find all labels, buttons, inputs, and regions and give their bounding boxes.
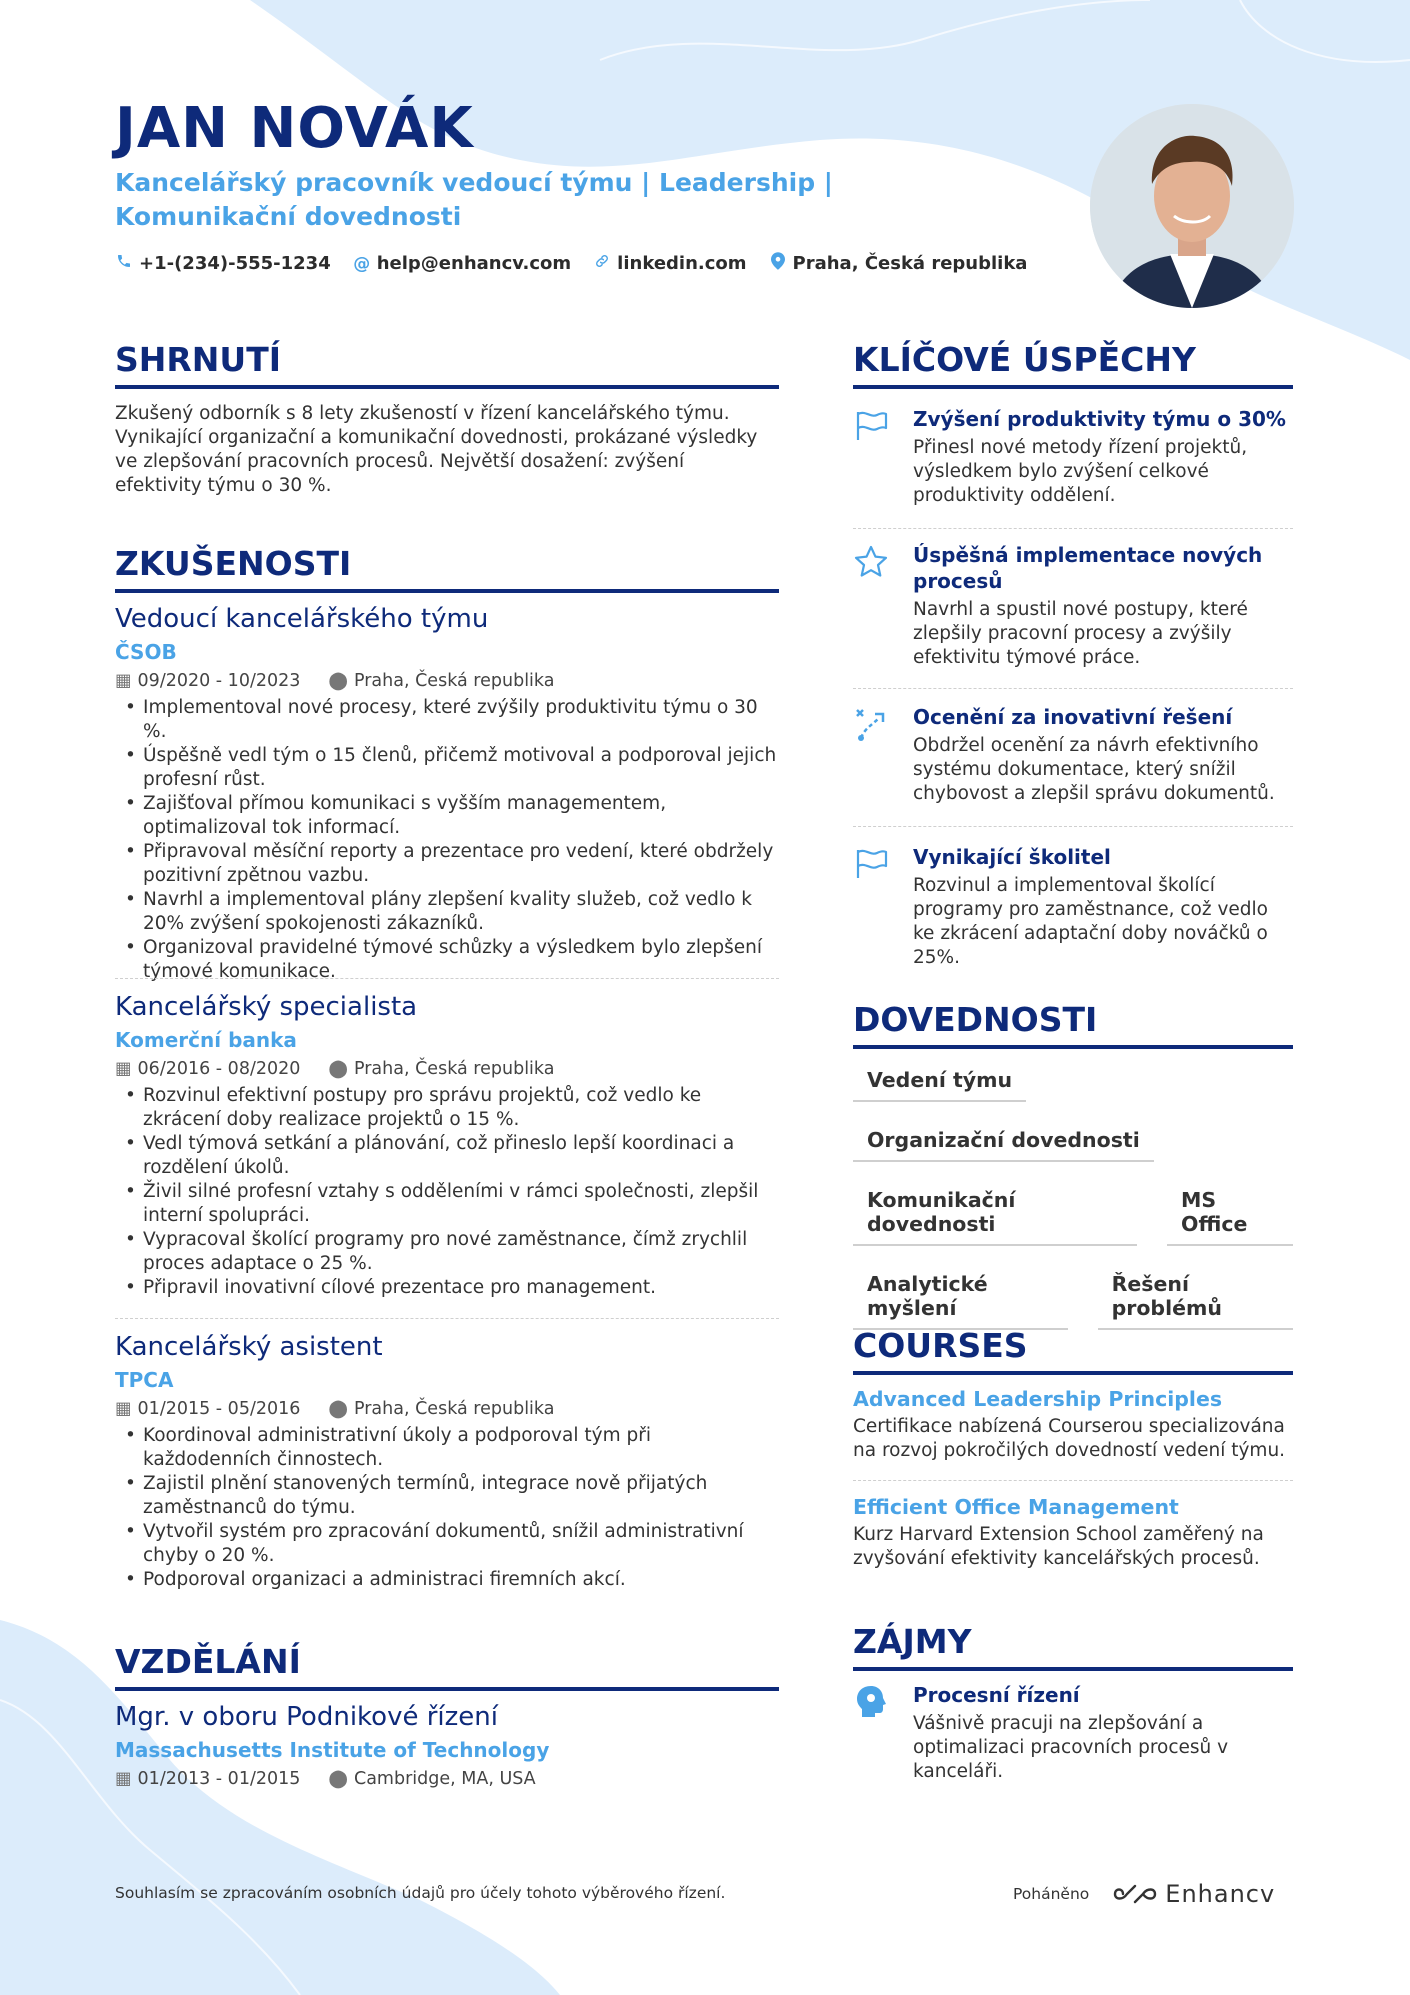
divider xyxy=(115,978,779,979)
school-name: Massachusetts Institute of Technology xyxy=(115,1738,550,1762)
bullet-item: • Koordinoval administrativní úkoly a podporoval tým při každodenních činnostech. xyxy=(115,1424,779,1472)
location-pin-icon: ⬤ xyxy=(328,1059,348,1079)
interest-item xyxy=(853,1682,1293,1784)
calendar-icon: ▦ xyxy=(115,671,132,691)
link-icon xyxy=(593,253,611,274)
achievement-desc: Rozvinul a implementoval školící programy pro zaměstnance, což vedlo ke zkrácení adaptační doby nováčků o 25%. xyxy=(913,875,1268,968)
skill-tag: Komunikační dovednosti xyxy=(853,1180,1137,1246)
divider xyxy=(853,688,1293,689)
experience-section-title: ZKUŠENOSTI xyxy=(115,544,779,593)
job-meta xyxy=(115,1397,779,1421)
bullet-item: • Zajistil plnění stanovených termínů, integrace nově přijatých zaměstnanců do týmu. xyxy=(115,1472,779,1520)
infinity-logo-icon xyxy=(1113,1882,1157,1906)
job-title: Vedoucí kancelářského týmu xyxy=(115,604,489,634)
achievement-item xyxy=(853,542,1293,670)
summary-text: Zkušený odborník s 8 lety zkušeností v řízení kancelářského týmu. Vynikající organizační a komunikační dovednosti, prokázané výsledky ve zlepšování pracovních procesů. Největší dosažení: zvýšení efektivity týmu o 30 %. xyxy=(115,403,758,496)
flag-icon xyxy=(853,846,889,882)
education-dates: 01/2013 - 01/2015 xyxy=(137,1769,301,1789)
interest-title: Procesní řízení xyxy=(913,1683,1080,1707)
brand-name: Enhancv xyxy=(1165,1880,1276,1908)
interests-section-title: ZÁJMY xyxy=(853,1622,1293,1671)
bullet-item: • Vypracoval školící programy pro nové zaměstnance, čímž zrychlil proces adaptace o 25 %. xyxy=(115,1228,779,1276)
contact-email[interactable] xyxy=(353,252,571,275)
calendar-icon: ▦ xyxy=(115,1769,132,1789)
bullet-item: • Organizoval pravidelné týmové schůzky a výsledkem bylo zlepšení týmové komunikace. xyxy=(115,936,779,984)
phone-text: +1-(234)-555-1234 xyxy=(139,253,331,274)
bullet-item: • Připravoval měsíční reporty a prezentace pro vedení, které obdržely pozitivní zpětnou vazbu. xyxy=(115,840,779,888)
divider xyxy=(853,826,1293,827)
company-name: Komerční banka xyxy=(115,1028,297,1052)
candidate-name: JAN NOVÁK xyxy=(115,96,474,161)
enhancv-logo[interactable] xyxy=(1113,1880,1275,1908)
contact-linkedin[interactable] xyxy=(593,252,746,275)
education-location: Cambridge, MA, USA xyxy=(353,1769,536,1789)
bullet-item: • Připravil inovativní cílové prezentace pro management. xyxy=(115,1276,779,1300)
course-item xyxy=(853,1385,1293,1463)
course-item xyxy=(853,1493,1293,1571)
achievement-title: Vynikající školitel xyxy=(913,845,1111,869)
divider xyxy=(853,1480,1293,1481)
linkedin-text: linkedin.com xyxy=(617,253,747,274)
bullet-item: • Živil silné profesní vztahy s odděleními v rámci společnosti, zlepšil interní spolupráci. xyxy=(115,1180,779,1228)
divider xyxy=(853,528,1293,529)
education-entry xyxy=(115,1700,779,1791)
degree: Mgr. v oboru Podnikové řízení xyxy=(115,1702,498,1732)
brain-head-icon xyxy=(853,1684,889,1720)
star-icon xyxy=(853,544,889,580)
job-bullets xyxy=(115,1084,779,1300)
bullet-item: • Úspěšně vedl tým o 15 členů, přičemž motivoval a podporoval jejich profesní růst. xyxy=(115,744,779,792)
location-text: Praha, Česká republika xyxy=(792,253,1028,274)
course-title: Efficient Office Management xyxy=(853,1495,1179,1519)
contact-location xyxy=(769,252,1028,275)
job-bullets xyxy=(115,696,779,984)
bullet-item: • Rozvinul efektivní postupy pro správu projektů, což vedlo ke zkrácení doby realizace projektů o 15 %. xyxy=(115,1084,779,1132)
skills-list xyxy=(853,1060,1293,1348)
achievement-item xyxy=(853,704,1293,806)
company-name: TPCA xyxy=(115,1368,174,1392)
bullet-item: • Zajišťoval přímou komunikaci s vyšším managementem, optimalizoval tok informací. xyxy=(115,792,779,840)
location-pin-icon: ⬤ xyxy=(328,671,348,691)
achievement-desc: Navrhl a spustil nové postupy, které zlepšily pracovní procesy a zvýšily efektivitu týmové práce. xyxy=(913,599,1248,668)
at-icon: @ xyxy=(353,253,371,274)
interest-desc: Vášnivě pracuji na zlepšování a optimalizaci pracovních procesů v kanceláři. xyxy=(913,1713,1229,1782)
bullet-item: • Navrhl a implementoval plány zlepšení kvality služeb, což vedlo k 20% zvýšení spokojenosti zákazníků. xyxy=(115,888,779,936)
achievement-title: Zvýšení produktivity týmu o 30% xyxy=(913,407,1286,431)
job-location: Praha, Česká republika xyxy=(353,671,555,691)
job-dates: 01/2015 - 05/2016 xyxy=(137,1399,301,1419)
flag-icon xyxy=(853,408,889,444)
job-title: Kancelářský specialista xyxy=(115,992,418,1022)
branding-footer xyxy=(1013,1880,1275,1908)
email-text: help@enhancv.com xyxy=(376,253,572,274)
job-title: Kancelářský asistent xyxy=(115,1332,383,1362)
divider xyxy=(115,1318,779,1319)
contact-bar xyxy=(115,252,1027,275)
location-pin-icon: ⬤ xyxy=(328,1399,348,1419)
job-meta xyxy=(115,669,779,693)
course-desc: Certifikace nabízená Courserou specializována na rozvoj pokročilých dovedností vedení týmu. xyxy=(853,1416,1286,1461)
company-name: ČSOB xyxy=(115,640,177,664)
powered-by-label: Poháněno xyxy=(1013,1885,1090,1903)
calendar-icon: ▦ xyxy=(115,1399,132,1419)
job-dates: 06/2016 - 08/2020 xyxy=(137,1059,301,1079)
education-section-title: VZDĚLÁNÍ xyxy=(115,1642,779,1691)
bullet-item: • Vedl týmová setkání a plánování, což přineslo lepší koordinaci a rozdělení úkolů. xyxy=(115,1132,779,1180)
skill-tag: Analytické myšlení xyxy=(853,1264,1068,1330)
achievement-title: Ocenění za inovativní řešení xyxy=(913,705,1233,729)
achievement-title: Úspěšná implementace nových procesů xyxy=(913,543,1263,593)
calendar-icon: ▦ xyxy=(115,1059,132,1079)
consent-footer: Souhlasím se zpracováním osobních údajů pro účely tohoto výběrového řízení. xyxy=(115,1884,726,1902)
job-dates: 09/2020 - 10/2023 xyxy=(137,671,301,691)
bullet-item: • Podporoval organizaci a administraci firemních akcí. xyxy=(115,1568,779,1592)
candidate-headline: Kancelářský pracovník vedoucí týmu | Leadership | Komunikační dovednosti xyxy=(115,168,833,231)
course-title: Advanced Leadership Principles xyxy=(853,1387,1223,1411)
job-bullets xyxy=(115,1424,779,1592)
achievement-item xyxy=(853,406,1293,508)
skill-tag: Organizační dovednosti xyxy=(853,1120,1154,1162)
profile-photo xyxy=(1090,104,1294,308)
contact-phone[interactable] xyxy=(115,252,331,275)
achievements-section-title: KLÍČOVÉ ÚSPĚCHY xyxy=(853,340,1293,389)
summary-section-title: SHRNUTÍ xyxy=(115,340,779,389)
bullet-item: • Vytvořil systém pro zpracování dokumentů, snížil administrativní chyby o 20 %. xyxy=(115,1520,779,1568)
skill-tag: Řešení problémů xyxy=(1098,1264,1293,1330)
job-meta xyxy=(115,1057,779,1081)
education-meta xyxy=(115,1767,779,1791)
achievement-item xyxy=(853,844,1293,970)
location-pin-icon: ⬤ xyxy=(328,1769,348,1789)
job-entry xyxy=(115,602,779,984)
achievement-desc: Přinesl nové metody řízení projektů, výsledkem bylo zvýšení celkové produktivity oddělení. xyxy=(913,437,1248,506)
job-entry xyxy=(115,990,779,1300)
strategy-icon xyxy=(853,706,889,742)
courses-section-title: COURSES xyxy=(853,1326,1293,1375)
location-pin-icon xyxy=(769,252,787,275)
bullet-item: • Implementoval nové procesy, které zvýšily produktivitu týmu o 30 %. xyxy=(115,696,779,744)
job-location: Praha, Česká republika xyxy=(353,1059,555,1079)
skills-section-title: DOVEDNOSTI xyxy=(853,1000,1293,1049)
course-desc: Kurz Harvard Extension School zaměřený na zvyšování efektivity kancelářských procesů. xyxy=(853,1524,1264,1569)
achievement-desc: Obdržel ocenění za návrh efektivního systému dokumentace, který snížil chybovost a zlepšil správu dokumentů. xyxy=(913,735,1275,804)
job-entry xyxy=(115,1330,779,1592)
skill-tag: MS Office xyxy=(1167,1180,1293,1246)
job-location: Praha, Česká republika xyxy=(353,1399,555,1419)
phone-icon xyxy=(115,253,133,274)
skill-tag: Vedení týmu xyxy=(853,1060,1026,1102)
